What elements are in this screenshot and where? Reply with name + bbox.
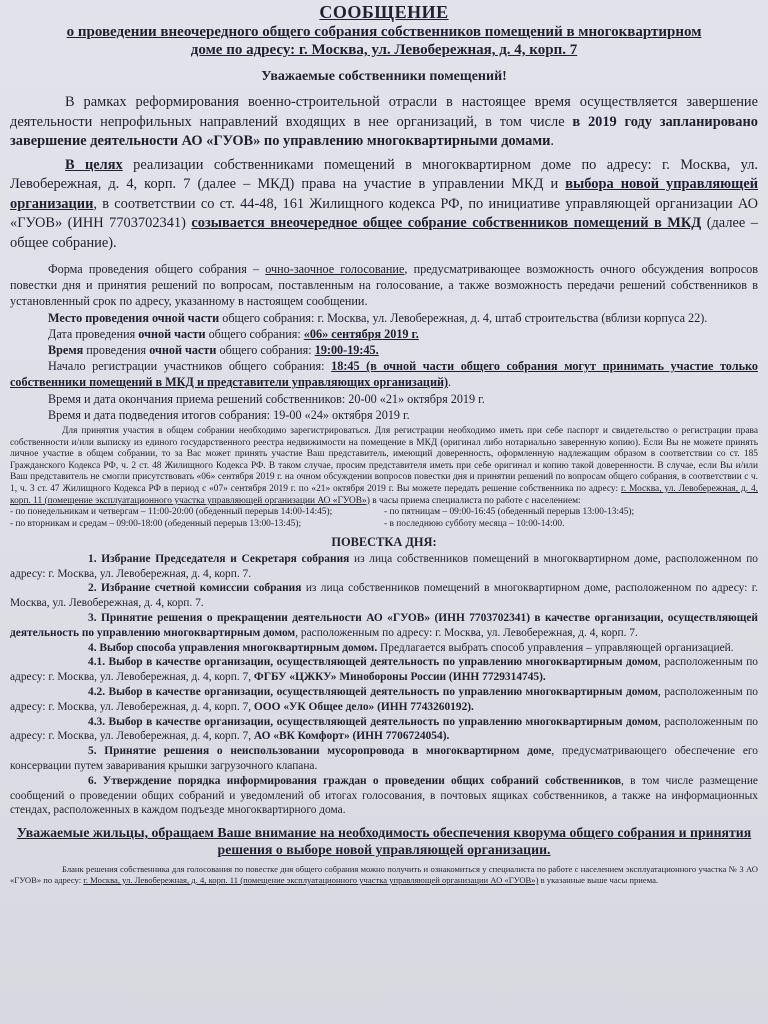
intro-p2-text-2: , в соответствии со ст. 44-48, 161 Жилищного кодекса РФ, по инициативе управляющей организации АО «ГУОВ» (ИНН 7703702341) (10, 195, 758, 231)
meeting-form-label: Форма проведения общего собрания – (48, 262, 266, 276)
reception-hours-left (10, 507, 384, 531)
agenda-item: 5. Принятие решения о неиспользовании мусоропровода в многоквартирном доме, предусматривающего обеспечение его консервации путем заваривания крышки загрузочного клапана. (10, 745, 758, 772)
registration-start (10, 358, 758, 390)
hours-line: - по понедельникам и четвергам – 11:00-20:00 (обеденный перерыв 14:00-14:45); (10, 507, 333, 518)
meeting-form-text: , предусматривающее возможность очного обсуждения вопросов повестки дня и принятия решений по вопросам, поставленным на голосование, а также возможность передачи решений собственников в установленный срок по адресу, указанному в настоящем сообщении. (10, 262, 758, 309)
meeting-time-value: 19:00-19:45. (314, 343, 379, 358)
meeting-time (10, 342, 758, 358)
meeting-time-text-1: проведения (83, 343, 150, 358)
agenda-item: 4. Выбор способа управления многоквартирным домом. Предлагается выбрать способ управления – управляющей организацией. (88, 641, 734, 654)
greeting: Уважаемые собственники помещений! (261, 69, 507, 84)
meeting-time-lead: Время (48, 343, 84, 358)
intro-p2-bold-1: выбора новой управляющей организации (10, 176, 758, 212)
subtitle-line-1: о проведении внеочередного общего собрания собственников помещений в многоквартирном (66, 24, 702, 40)
intro-paragraph-1 (10, 93, 758, 152)
registration-time: 18:45 (331, 359, 360, 374)
reception-hours (10, 507, 758, 531)
registration-end: . (448, 375, 452, 390)
registration-label: Начало регистрации участников общего собрания: (48, 359, 332, 374)
agenda-heading: ПОВЕСТКА ДНЯ: (331, 534, 437, 549)
reception-hours-right (384, 507, 758, 531)
document-title: СООБЩЕНИЕ (319, 2, 449, 22)
meeting-date (10, 326, 758, 342)
footer-address: г. Москва, ул. Левобережная, д. 4, корп. 11 (помещение эксплуатационного участка управляющей организации АО «ГУОВ») (83, 874, 539, 885)
meeting-place-label: Место проведения очной части (48, 310, 220, 325)
agenda-item: 4.2. Выбор в качестве организации, осуществляющей деятельность по управлению многоквартирным домом, расположенным по адресу: г. Москва, ул. Левобережная, д. 4, корп. 7, ООО «УК Общее дело» (ИНН 7743260192). (10, 685, 758, 713)
decisions-deadline: Время и дата окончания приема решений собственников: 20-00 «21» октября 2019 г. (48, 391, 485, 406)
meeting-time-bold: очной части (149, 343, 217, 358)
results-date: Время и дата подведения итогов собрания: 19-00 «24» октября 2019 г. (48, 407, 410, 422)
meeting-date-text-2: общего собрания: (205, 326, 304, 341)
agenda-item: 6. Утверждение порядка информирования граждан о проведении общих собраний собственников, в том числе размещение сообщений о проведении общих собраний и уведомлений об итогах голосования, в почтовых ящиках собственников, а также на информационных стендах, расположенных в каждом подъезде многоквартирного дома. (10, 774, 758, 817)
participation-notice (10, 426, 758, 507)
intro-p1-text: В рамках реформирования военно-строительной отрасли в настоящее время осуществляется завершение деятельности непрофильных направлений входящих в нее организаций, в том числе (10, 94, 758, 130)
intro-p2-text-1: реализации собственниками помещений в многоквартирном доме по адресу: г. Москва, ул. Левобережная, д. 4, корп. 7 (далее – МКД) права на участие в управлении МКД и (10, 156, 758, 192)
meeting-place (10, 310, 758, 326)
intro-p2-bold-2: созывается внеочередное общее собрание собственников помещений в МКД (191, 215, 702, 231)
meeting-date-bold: очной части (138, 326, 206, 341)
meeting-form-value: очно-заочное голосование (265, 262, 405, 276)
agenda-item: 1. Избрание Председателя и Секретаря собрания из лица собственников помещений в многоквартирном доме, расположенном по адресу: г. Москва, ул. Левобережная, д. 4, корп. 7. (10, 552, 758, 580)
intro-p2-text-3: (далее – общее собрание). (10, 215, 758, 251)
participation-text-end: в часы приема специалиста по работе с населением: (369, 495, 581, 506)
document-subtitle (10, 23, 758, 59)
intro-p1-bold: в 2019 году запланировано завершение деятельности АО «ГУОВ» по управлению многоквартирными домами (10, 113, 758, 149)
intro-p1-end: . (550, 133, 555, 149)
participation-address: г. Москва, ул. Левобережная, д. 4, корп. 11 (помещение эксплуатационного участка управляющей организации АО «ГУОВ») (10, 484, 758, 506)
hours-line: - по вторникам и средам – 09:00-18:00 (обеденный перерыв 13:00-13:45); (10, 518, 302, 529)
footer-text: Бланк решения собственника для голосования по повестке дня общего собрания можно получить и ознакомиться у специалиста по работе с населением эксплуатационного участка № 3 АО «ГУОВ» по адресу: (10, 864, 758, 885)
agenda-item: 3. Принятие решения о прекращении деятельности АО «ГУОВ» (ИНН 7703702341) в качестве организации, осуществляющей деятельность по управлению многоквартирным домом, расположенным по адресу: г. Москва, ул. Левобережная, д. 4, корп. 7. (10, 611, 758, 639)
quorum-appeal: Уважаемые жильцы, обращаем Ваше внимание на необходимость обеспечения кворума общего собрания и принятия решения о выборе новой управляющей организации. (16, 825, 752, 858)
meeting-time-text-2: общего собрания: (216, 343, 315, 358)
hours-line: - по пятницам – 09:00-16:45 (обеденный перерыв 13:00-13:45); (384, 507, 635, 518)
footer-note (10, 864, 758, 886)
agenda-list (10, 552, 758, 818)
footer-text-end: в указанные выше часы приема. (538, 874, 659, 885)
intro-paragraph-2 (10, 156, 758, 254)
subtitle-line-2: доме по адресу: г. Москва, ул. Левобережная, д. 4, корп. 7 (190, 42, 578, 58)
agenda-item: 4.1. Выбор в качестве организации, осуществляющей деятельность по управлению многоквартирным домом, расположенным по адресу: г. Москва, ул. Левобережная, д. 4, корп. 7, ФГБУ «ЦЖКУ» Минобороны России (ИНН 7729314745). (10, 656, 758, 684)
meeting-date-value: «06» сентября 2019 г. (303, 326, 419, 341)
intro-p2-lead: В целях (65, 156, 123, 173)
hours-line: - в последнюю субботу месяца – 10:00-14:00. (384, 518, 565, 529)
registration-note: (в очной части общего собрания могут принимать участие только собственники помещений в МКД и представители управляющих организаций) (10, 359, 758, 390)
meeting-form (10, 261, 758, 310)
meeting-date-text-1: Дата проведения (48, 326, 139, 341)
participation-text: Для принятия участия в общем собрании необходимо зарегистрироваться. Для регистрации необходимо иметь при себе паспорт и свидетельство о регистрации права собственности и/или выписку из единого государственного реестра недвижимости на помещение в МКД (оригинал либо нотариально заверенную копию). Если Вы не можете принять личное участие в общем собрании, то за Вас может принять участие Ваш представитель, имеющий доверенность, оформленную надлежащим образом в соответствии со ст. 185 Гражданского Кодекса РФ, ч. 2 ст. 48 Жилищного Кодекса РФ. В таком случае, просим представителя иметь при себе оригинал и копию такой доверенности. В случае, если Вы и/или Ваш представитель не смогли присутствовать «06» сентября 2019 г. на очном обсуждении вопросов повестки дня и принятии решений по вопросам общего собрания, в соответствии с ч. 1, ч. 3 ст. 47 Жилищного Кодекса РФ в период с «07» сентября 2019 г. по «21» октября 2019 г. Вы можете передать решение собственника по адресу: (10, 426, 758, 494)
agenda-item: 4.3. Выбор в качестве организации, осуществляющей деятельность по управлению многоквартирным домом, расположенным по адресу: г. Москва, ул. Левобережная, д. 4, корп. 7, АО «ВК Комфорт» (ИНН 7706724054). (10, 715, 758, 743)
meeting-place-value: общего собрания: г. Москва, ул. Левобережная, д. 4, штаб строительства (вблизи корпуса 22). (219, 310, 708, 325)
agenda-item: 2. Избрание счетной комиссии собрания из лица собственников помещений в многоквартирном доме, расположенном по адресу: г. Москва, ул. Левобережная, д. 4, корп. 7. (10, 582, 758, 610)
